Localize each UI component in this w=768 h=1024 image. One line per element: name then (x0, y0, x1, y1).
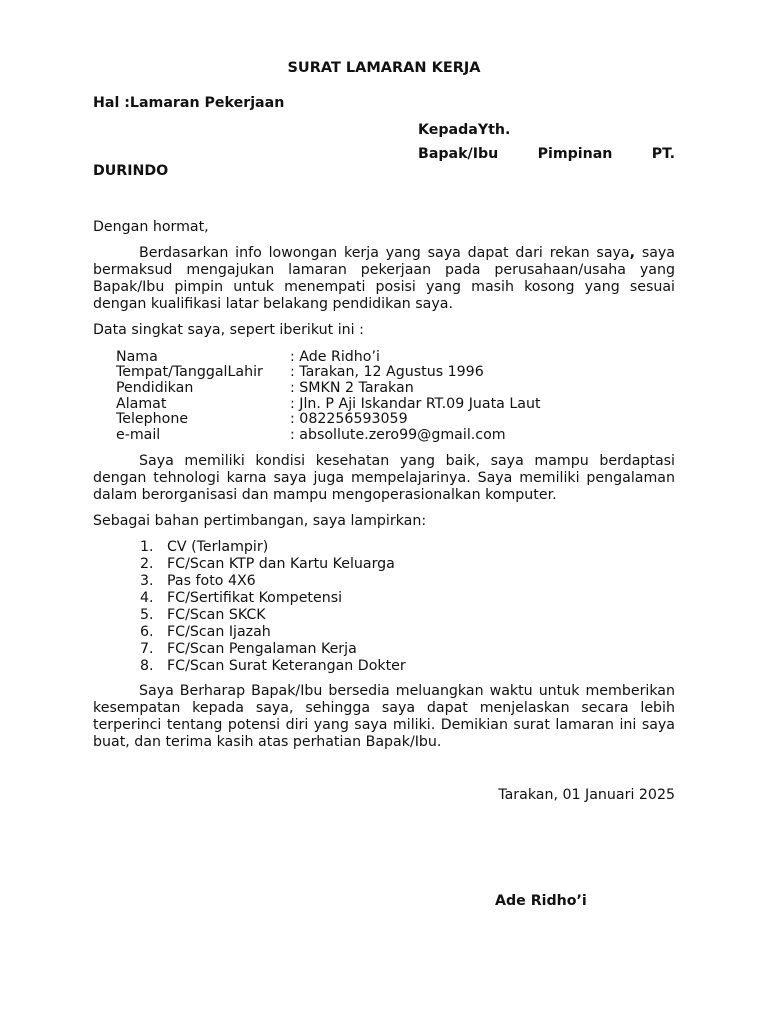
paragraph-intro-part2: saya bermaksud mengajukan lamaran pekerjaan pada perusahaan/usaha yang Bapak/Ibu pimpin untuk menempati posisi yang masih kosong yang sesuai dengan kualifikasi latar belakang pendidikan saya. (93, 245, 675, 312)
list-number: 3. (140, 573, 154, 589)
paragraph-closing: Saya Berharap Bapak/Ibu bersedia meluangkan waktu untuk memberikan kesempatan kepada saya, sehingga saya dapat menjelaskan secara lebih terperinci tentang potensi diri yang saya miliki. Demikian surat lamaran ini saya buat, dan terima kasih atas perhatian Bapak/Ibu. (93, 683, 675, 750)
signature-name: Ade Ridho’i (495, 893, 587, 909)
list-item (140, 539, 680, 556)
list-number: 5. (140, 607, 154, 623)
info-label: e-mail (116, 427, 161, 443)
list-number: 8. (140, 658, 154, 674)
list-number: 2. (140, 556, 154, 572)
list-item (140, 573, 680, 590)
info-label: Telephone (116, 411, 189, 427)
info-value: : Tarakan, 12 Agustus 1996 (290, 364, 484, 380)
list-text: FC/Scan Pengalaman Kerja (167, 641, 357, 657)
list-number: 4. (140, 590, 154, 606)
info-row-telephone (116, 411, 676, 427)
list-item (140, 658, 680, 675)
list-item (140, 556, 680, 573)
attachments-intro: Sebagai bahan pertimbangan, saya lampirkan: (93, 513, 427, 529)
info-value: : Ade Ridho’i (290, 349, 380, 365)
place-date: Tarakan, 01 Januari 2025 (498, 787, 675, 803)
recipient-line2 (418, 146, 675, 163)
paragraph-qualifications: Saya memiliki kondisi kesehatan yang baik, saya mampu berdaptasi dengan tehnologi karna saya juga mempelajarinya. Saya memiliki pengalaman dalam berorganisasi dan mampu mengoperasionalkan komputer. (93, 453, 675, 503)
list-number: 7. (140, 641, 154, 657)
data-intro: Data singkat saya, sepert iberikut ini : (93, 322, 364, 338)
list-text: FC/Scan KTP dan Kartu Keluarga (167, 556, 395, 572)
list-item (140, 624, 680, 641)
paragraph-intro (93, 245, 675, 313)
list-item (140, 641, 680, 658)
paragraph-intro-part1: Berdasarkan info lowongan kerja yang saya dapat dari rekan saya (139, 245, 630, 261)
info-label: Nama (116, 349, 158, 365)
list-text: FC/Scan Surat Keterangan Dokter (167, 658, 406, 674)
info-row-email (116, 427, 676, 443)
info-label: Tempat/TanggalLahir (116, 364, 263, 380)
info-row-education (116, 380, 676, 396)
recipient-word-3: PT. (651, 146, 675, 162)
list-text: Pas foto 4X6 (167, 573, 256, 589)
info-row-birth (116, 364, 676, 380)
recipient-word-2: Pimpinan (537, 146, 613, 162)
info-value: : Jln. P Aji Iskandar RT.09 Juata Laut (290, 396, 541, 412)
info-value: : absollute.zero99@gmail.com (290, 427, 506, 443)
greeting: Dengan hormat, (93, 219, 209, 235)
recipient-word-1: Bapak/Ibu (418, 146, 499, 162)
list-text: FC/Scan Ijazah (167, 624, 271, 640)
paragraph-intro-comma: , (629, 245, 635, 261)
info-row-name (116, 349, 676, 365)
list-text: FC/Sertifikat Kompetensi (167, 590, 343, 606)
letter-title: SURAT LAMARAN KERJA (287, 60, 481, 76)
list-number: 1. (140, 539, 154, 555)
list-item (140, 590, 680, 607)
info-label: Alamat (116, 396, 167, 412)
list-text: FC/Scan SKCK (167, 607, 266, 623)
recipient-line1: KepadaYth. (418, 122, 511, 138)
list-item (140, 607, 680, 624)
list-text: CV (Terlampir) (167, 539, 269, 555)
subject-line: Hal :Lamaran Pekerjaan (93, 95, 285, 111)
info-label: Pendidikan (116, 380, 194, 396)
info-value: : SMKN 2 Tarakan (290, 380, 414, 396)
info-row-address (116, 396, 676, 412)
info-value: : 082256593059 (290, 411, 408, 427)
list-number: 6. (140, 624, 154, 640)
recipient-line3: DURINDO (93, 163, 169, 179)
